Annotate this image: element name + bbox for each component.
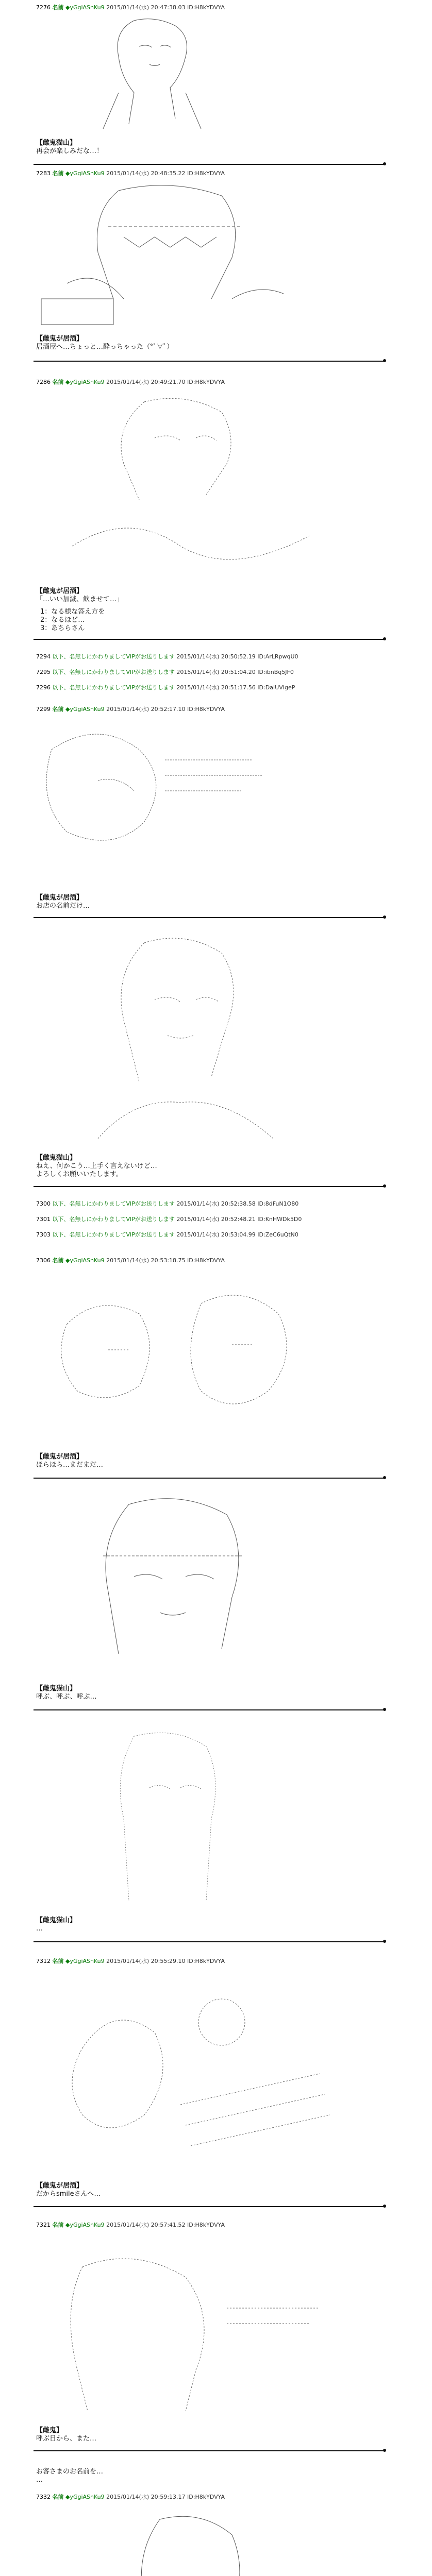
- post-number[interactable]: 7286: [36, 379, 51, 385]
- post-header: [36, 379, 428, 385]
- separator-dot: [383, 2449, 386, 2452]
- post-date: 2015/01/14(水) 20:52:17.10: [106, 706, 186, 713]
- separator: [34, 1709, 384, 1710]
- poster-trip: ◆yGgiASnKu9: [65, 1958, 105, 1964]
- post-date: 2015/01/14(水) 20:55:29.10: [106, 1958, 186, 1964]
- separator: [34, 917, 384, 918]
- post-date: 2015/01/14(水) 20:53:18.75: [106, 1257, 186, 1264]
- poster-name: 以下、名無しにかわりましてVIPがお送りします: [52, 684, 175, 691]
- dialogue-line: よろしくお願いいたします。: [36, 1171, 123, 1178]
- poster-id[interactable]: ID:KnHWDk5D0: [257, 1216, 302, 1223]
- choice-option[interactable]: 2：なるほど…: [40, 616, 85, 624]
- poster-id[interactable]: ID:ZeC6uQtN0: [257, 1231, 298, 1238]
- post-date: 2015/01/14(水) 20:50:52.19: [176, 653, 256, 660]
- ascii-art: [57, 1494, 304, 1680]
- post-date: 2015/01/14(水) 20:48:35.22: [106, 170, 186, 177]
- post-header: [36, 1958, 428, 1964]
- post-number[interactable]: 7296: [36, 684, 51, 691]
- post-date: 2015/01/14(水) 20:57:41.52: [106, 2222, 186, 2228]
- post-date: 2015/01/14(水) 20:51:04.20: [176, 669, 256, 675]
- poster-name: 名前: [52, 2494, 64, 2500]
- ascii-art: [46, 1273, 335, 1448]
- post-header: [36, 4, 428, 11]
- separator: [34, 1941, 384, 1942]
- post-number[interactable]: 7306: [36, 1257, 51, 1264]
- post-number[interactable]: 7300: [36, 1200, 51, 1207]
- post-number[interactable]: 7299: [36, 706, 51, 713]
- dialogue-line: だからsmileさんへ…: [36, 2190, 101, 2198]
- separator-dot: [383, 916, 386, 919]
- separator-dot: [383, 162, 386, 165]
- poster-name: 名前: [52, 1958, 64, 1964]
- speaker-label: 【雌鬼猫山】: [36, 1917, 77, 1924]
- post-number[interactable]: 7332: [36, 2494, 51, 2500]
- speaker-label: 【雌鬼が居酒】: [36, 335, 84, 343]
- poster-id[interactable]: ID:H8kYDVYA: [187, 706, 225, 713]
- separator-dot: [383, 1708, 386, 1711]
- dialogue-line: 呼ぶ、呼ぶ、呼ぶ…: [36, 1693, 97, 1701]
- poster-trip: ◆yGgiASnKu9: [65, 2222, 105, 2228]
- post-date: 2015/01/14(水) 20:52:38.58: [176, 1200, 256, 1207]
- dialogue-line: …: [36, 2476, 43, 2484]
- post-number[interactable]: 7276: [36, 4, 51, 11]
- separator-dot: [383, 2205, 386, 2208]
- post-header: [36, 706, 428, 713]
- speaker-label: 【雌鬼が居酒】: [36, 1453, 84, 1461]
- post-number[interactable]: 7321: [36, 2222, 51, 2228]
- poster-id[interactable]: ID:H8kYDVYA: [187, 1257, 225, 1264]
- poster-trip: ◆yGgiASnKu9: [65, 170, 105, 177]
- choice-option[interactable]: 3：あちらさん: [40, 624, 85, 632]
- poster-id[interactable]: ID:H8kYDVYA: [187, 2222, 225, 2228]
- post-header: [36, 653, 428, 660]
- post-date: 2015/01/14(水) 20:52:48.21: [176, 1216, 256, 1223]
- post-header: [36, 1216, 428, 1223]
- poster-name: 名前: [52, 379, 64, 385]
- poster-name: 名前: [52, 706, 64, 713]
- poster-name: 名前: [52, 2222, 64, 2228]
- poster-id[interactable]: ID:H8kYDVYA: [187, 379, 225, 385]
- poster-trip: ◆yGgiASnKu9: [65, 706, 105, 713]
- separator: [34, 639, 384, 640]
- speaker-label: 【雌鬼猫山】: [36, 139, 77, 147]
- dialogue-line: 居酒屋へ…ちょっと…酔っちゃった（*ﾟ∀ﾟ）: [36, 343, 174, 351]
- separator: [34, 1478, 384, 1479]
- separator: [34, 2450, 384, 2451]
- speaker-label: 【雌鬼が居酒】: [36, 2182, 84, 2190]
- poster-id[interactable]: ID:H8kYDVYA: [187, 170, 225, 177]
- post-header: [36, 1231, 428, 1238]
- separator-dot: [383, 637, 386, 640]
- poster-trip: ◆yGgiASnKu9: [65, 2494, 105, 2500]
- separator: [34, 1186, 384, 1187]
- post-date: 2015/01/14(水) 20:51:17.56: [176, 684, 256, 691]
- post-header: [36, 170, 428, 177]
- poster-id[interactable]: ID:ArLRpwqU0: [257, 653, 298, 660]
- speaker-label: 【雌鬼が居酒】: [36, 587, 84, 595]
- ascii-art: [36, 180, 304, 330]
- speaker-label: 【雌鬼猫山】: [36, 1154, 77, 1162]
- separator: [34, 361, 384, 362]
- separator: [34, 164, 384, 165]
- post-date: 2015/01/14(水) 20:49:21.70: [106, 379, 186, 385]
- post-header: [36, 1200, 428, 1207]
- dialogue-line: お店の名前だけ…: [36, 902, 90, 910]
- poster-name: 名前: [52, 170, 64, 177]
- poster-trip: ◆yGgiASnKu9: [65, 379, 105, 385]
- dialogue-line: ねえ、何かこう…上手く言えないけど…: [36, 1162, 157, 1170]
- dialogue-line: お客さまのお名前を…: [36, 2468, 104, 2476]
- dialogue-line: 「…いい加減、飲ませて…」: [36, 596, 124, 603]
- speaker-label: 【雌鬼が居酒】: [36, 894, 84, 902]
- ascii-art: [103, 1726, 268, 1911]
- separator-dot: [383, 1940, 386, 1943]
- dialogue-line: …: [36, 1925, 43, 1933]
- poster-name: 以下、名無しにかわりましてVIPがお送りします: [52, 1231, 175, 1238]
- speaker-label: 【雌鬼】: [36, 2427, 63, 2434]
- ascii-art: [52, 2246, 340, 2421]
- poster-trip: ◆yGgiASnKu9: [65, 4, 105, 11]
- ascii-art: [36, 719, 325, 889]
- post-number[interactable]: 7312: [36, 1958, 51, 1964]
- ascii-art: [77, 2509, 325, 2576]
- poster-name: 名前: [52, 1257, 64, 1264]
- post-date: 2015/01/14(水) 20:59:13.17: [106, 2494, 186, 2500]
- ascii-art: [57, 15, 232, 134]
- poster-name: 名前: [52, 4, 64, 11]
- post-number[interactable]: 7301: [36, 1216, 51, 1223]
- poster-id[interactable]: ID:H8kYDVYA: [187, 2494, 225, 2500]
- post-number[interactable]: 7283: [36, 170, 51, 177]
- poster-name: 以下、名無しにかわりましてVIPがお送りします: [52, 669, 175, 675]
- separator-dot: [383, 1476, 386, 1479]
- ascii-art: [57, 933, 314, 1149]
- poster-name: 以下、名無しにかわりましてVIPがお送りします: [52, 1216, 175, 1223]
- dialogue-line: 呼ぶ日から、また…: [36, 2435, 97, 2443]
- post-number[interactable]: 7295: [36, 669, 51, 675]
- poster-id[interactable]: ID:H8kYDVYA: [187, 4, 225, 11]
- post-header: [36, 669, 428, 675]
- poster-id[interactable]: ID:H8kYDVYA: [187, 1958, 225, 1964]
- separator-dot: [383, 359, 386, 362]
- ascii-art: [52, 392, 340, 582]
- post-number[interactable]: 7303: [36, 1231, 51, 1238]
- separator-dot: [383, 1184, 386, 1188]
- poster-trip: ◆yGgiASnKu9: [65, 1257, 105, 1264]
- post-header: [36, 2222, 428, 2228]
- post-header: [36, 2494, 428, 2500]
- choice-option[interactable]: 1：なる様な答え方を: [40, 608, 105, 616]
- post-number[interactable]: 7294: [36, 653, 51, 660]
- ascii-art: [52, 1971, 340, 2177]
- separator: [34, 2206, 384, 2207]
- speaker-label: 【雌鬼猫山】: [36, 1685, 77, 1692]
- post-header: [36, 1257, 428, 1264]
- poster-name: 以下、名無しにかわりましてVIPがお送りします: [52, 1200, 175, 1207]
- dialogue-line: ほらほら…まだまだ…: [36, 1461, 104, 1469]
- poster-id[interactable]: ID:ibnBq5JF0: [257, 669, 294, 675]
- poster-id[interactable]: ID:8dFuN1O80: [257, 1200, 299, 1207]
- poster-name: 以下、名無しにかわりましてVIPがお送りします: [52, 653, 175, 660]
- post-date: 2015/01/14(水) 20:47:38.03: [106, 4, 186, 11]
- post-header: [36, 684, 428, 691]
- post-date: 2015/01/14(水) 20:53:04.99: [176, 1231, 256, 1238]
- dialogue-line: 再会が楽しみだな…！: [36, 147, 104, 155]
- poster-id[interactable]: ID:DaIUVIgeP: [257, 684, 295, 691]
